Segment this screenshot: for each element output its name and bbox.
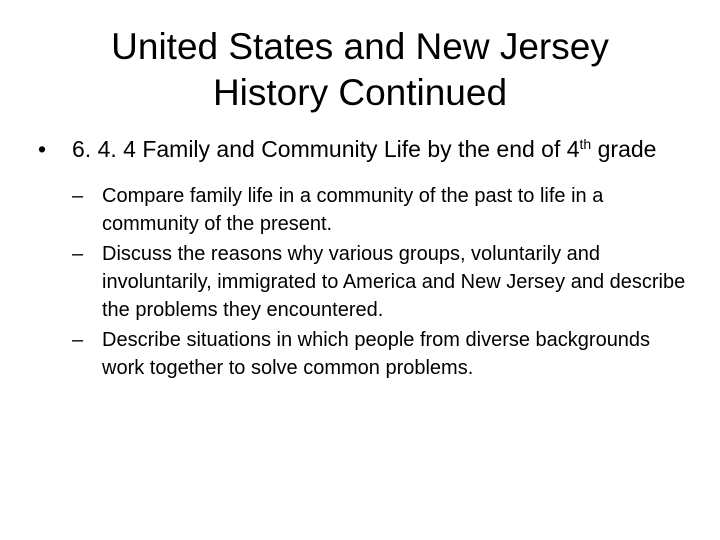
dash-marker: – — [72, 185, 84, 207]
dash-marker: – — [72, 243, 84, 265]
bullet-text — [72, 136, 656, 162]
sub-bullet-item — [72, 182, 688, 238]
dash-marker: – — [72, 329, 84, 351]
slide-title — [36, 24, 684, 116]
sub-bullet-text: Describe situations in which people from diverse backgrounds work together to solve common problems. — [102, 329, 651, 379]
bullet-text-main: 6. 4. 4 Family and Community Life by the end of 4 — [72, 136, 580, 162]
main-bullet — [38, 134, 688, 164]
slide-body — [38, 134, 688, 384]
bullet-text-end: grade — [591, 136, 657, 162]
sub-bullet-text: Compare family life in a community of the past to life in a community of the present. — [102, 185, 604, 235]
title-line-2: History Continued — [212, 72, 508, 113]
sub-bullet-text: Discuss the reasons why various groups, voluntarily and involuntarily, immigrated to America and New Jersey and describe the problems they encountered. — [102, 243, 686, 321]
title-line-1: United States and New Jersey — [111, 26, 609, 67]
sub-bullet-item — [72, 240, 688, 324]
sub-bullet-item — [72, 326, 688, 382]
bullet-marker: • — [38, 136, 47, 162]
sub-bullet-list — [72, 182, 688, 382]
bullet-superscript: th — [579, 136, 592, 152]
